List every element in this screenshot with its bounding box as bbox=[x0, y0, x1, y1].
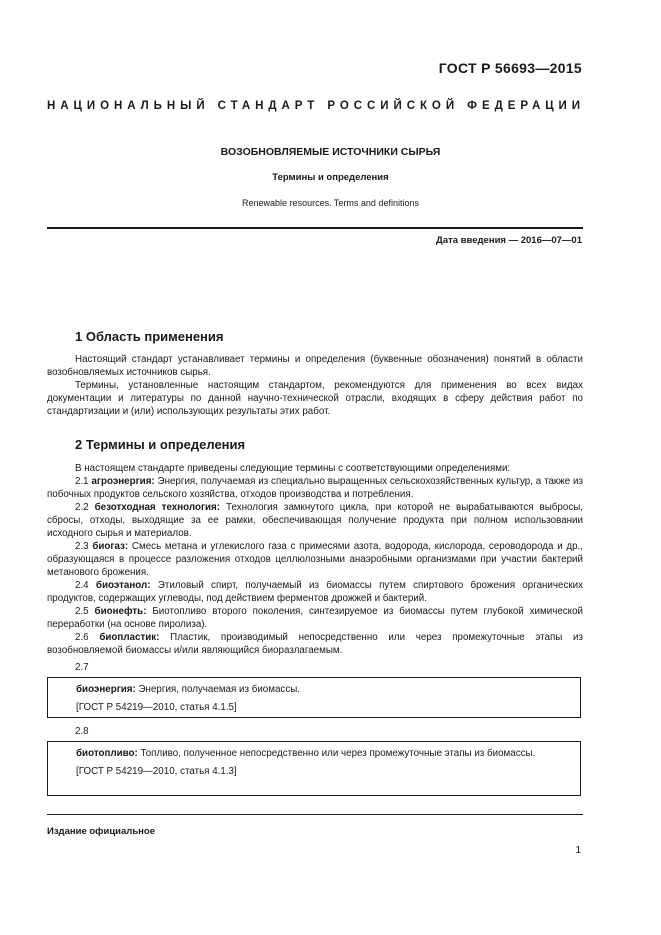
term-definition: Этиловый спирт, получаемый из биомассы путем спиртового брожения органических продуктов, содержащих углеводы, под действием ферментов дрожжей и бактерий. bbox=[47, 580, 584, 604]
paragraph: Настоящий стандарт устанавливает термины и определения (буквенные обозначения) понятий в области возобновляемых источников сырья. bbox=[47, 354, 583, 378]
term-number: 2.5 bbox=[75, 606, 89, 617]
term-definition: Энергия, получаемая из специально выращенных сельскохозяйственных культур, а также из побочных продуктов сельского хозяйства, отходов производства и потребления. bbox=[47, 476, 583, 500]
paragraph: Термины, установленные настоящим стандартом, рекомендуются для применения во всех видах документации и литературы по данной научно-технической отрасли, входящих в сферу действия работ по стандартизации и (или) использующих результаты этих работ. bbox=[47, 380, 583, 417]
term-entry bbox=[47, 540, 583, 579]
term-reference: [ГОСТ Р 54219—2010, статья 4.1.3] bbox=[76, 766, 237, 777]
section-2-heading: 2 Термины и определения bbox=[75, 437, 246, 452]
term-definition: Биотопливо второго поколения, синтезируемое из биомассы путем глубокой химической переработки (на основе пиролиза). bbox=[47, 606, 583, 630]
term-name: бионефть: bbox=[94, 606, 147, 617]
term-definition: Пластик, производимый непосредственно или через промежуточные этапы из возобновляемой биомассы и/или являющийся биоразлагаемым. bbox=[47, 632, 583, 656]
introduction-date: Дата введения — 2016—07—01 bbox=[436, 235, 582, 246]
term-entry bbox=[47, 631, 583, 657]
page-number: 1 bbox=[575, 845, 581, 856]
footer-divider bbox=[47, 814, 583, 815]
term-entry bbox=[47, 475, 583, 501]
standard-code: ГОСТ Р 56693—2015 bbox=[438, 60, 582, 76]
section-2-body bbox=[47, 462, 583, 657]
term-number: 2.8 bbox=[75, 726, 89, 737]
term-definition: Смесь метана и углекислого газа с примесями азота, водорода, кислорода, сероводорода и др., образующаяся в процессе разложения отходов целлюлозными анаэробными организмами при участии бактерий метанового брожения. bbox=[47, 541, 583, 578]
term-entry bbox=[47, 605, 583, 631]
term-entry bbox=[54, 747, 574, 760]
term-reference: [ГОСТ Р 54219—2010, статья 4.1.5] bbox=[76, 702, 237, 713]
term-number: 2.3 bbox=[75, 541, 89, 552]
term-entry bbox=[54, 683, 574, 696]
english-title: Renewable resources. Terms and definitions bbox=[242, 198, 419, 208]
document-subtitle: Термины и определения bbox=[272, 172, 389, 183]
paragraph: В настоящем стандарте приведены следующие термины с соответствующими определениями: bbox=[75, 463, 511, 474]
term-definition: Топливо, полученное непосредственно или через промежуточные этапы из биомассы. bbox=[140, 748, 536, 759]
title-divider bbox=[47, 227, 583, 229]
term-name: биогаз: bbox=[92, 541, 129, 552]
term-name: биоэтанол: bbox=[95, 580, 151, 591]
term-name: биоэнергия: bbox=[76, 684, 136, 695]
term-name: агроэнергия: bbox=[91, 476, 155, 487]
official-edition-label: Издание официальное bbox=[47, 826, 155, 837]
section-1-body bbox=[47, 353, 583, 418]
term-number: 2.1 bbox=[75, 476, 89, 487]
term-number: 2.2 bbox=[75, 502, 89, 513]
term-number: 2.4 bbox=[75, 580, 89, 591]
term-entry bbox=[47, 579, 583, 605]
term-number: 2.6 bbox=[75, 632, 89, 643]
term-name: безотходная технология: bbox=[94, 502, 221, 513]
term-number: 2.7 bbox=[75, 662, 89, 673]
section-1-heading: 1 Область применения bbox=[75, 329, 224, 344]
term-entry bbox=[47, 501, 583, 540]
term-definition: Энергия, получаемая из биомассы. bbox=[138, 684, 300, 695]
term-name: биотопливо: bbox=[76, 748, 138, 759]
national-standard-banner: НАЦИОНАЛЬНЫЙ СТАНДАРТ РОССИЙСКОЙ ФЕДЕРАЦИИ bbox=[47, 100, 585, 112]
term-name: биопластик: bbox=[99, 632, 160, 643]
term-definition: Технология замкнутого цикла, при которой не вырабатываются выбросы, сбросы, отходы, выходящие за ее рамки, обеспечивающая получение продукта при полном использовании исходного сырья и материалов. bbox=[47, 502, 583, 539]
document-title: ВОЗОБНОВЛЯЕМЫЕ ИСТОЧНИКИ СЫРЬЯ bbox=[220, 146, 441, 158]
term-box bbox=[47, 741, 581, 796]
term-box bbox=[47, 677, 581, 718]
